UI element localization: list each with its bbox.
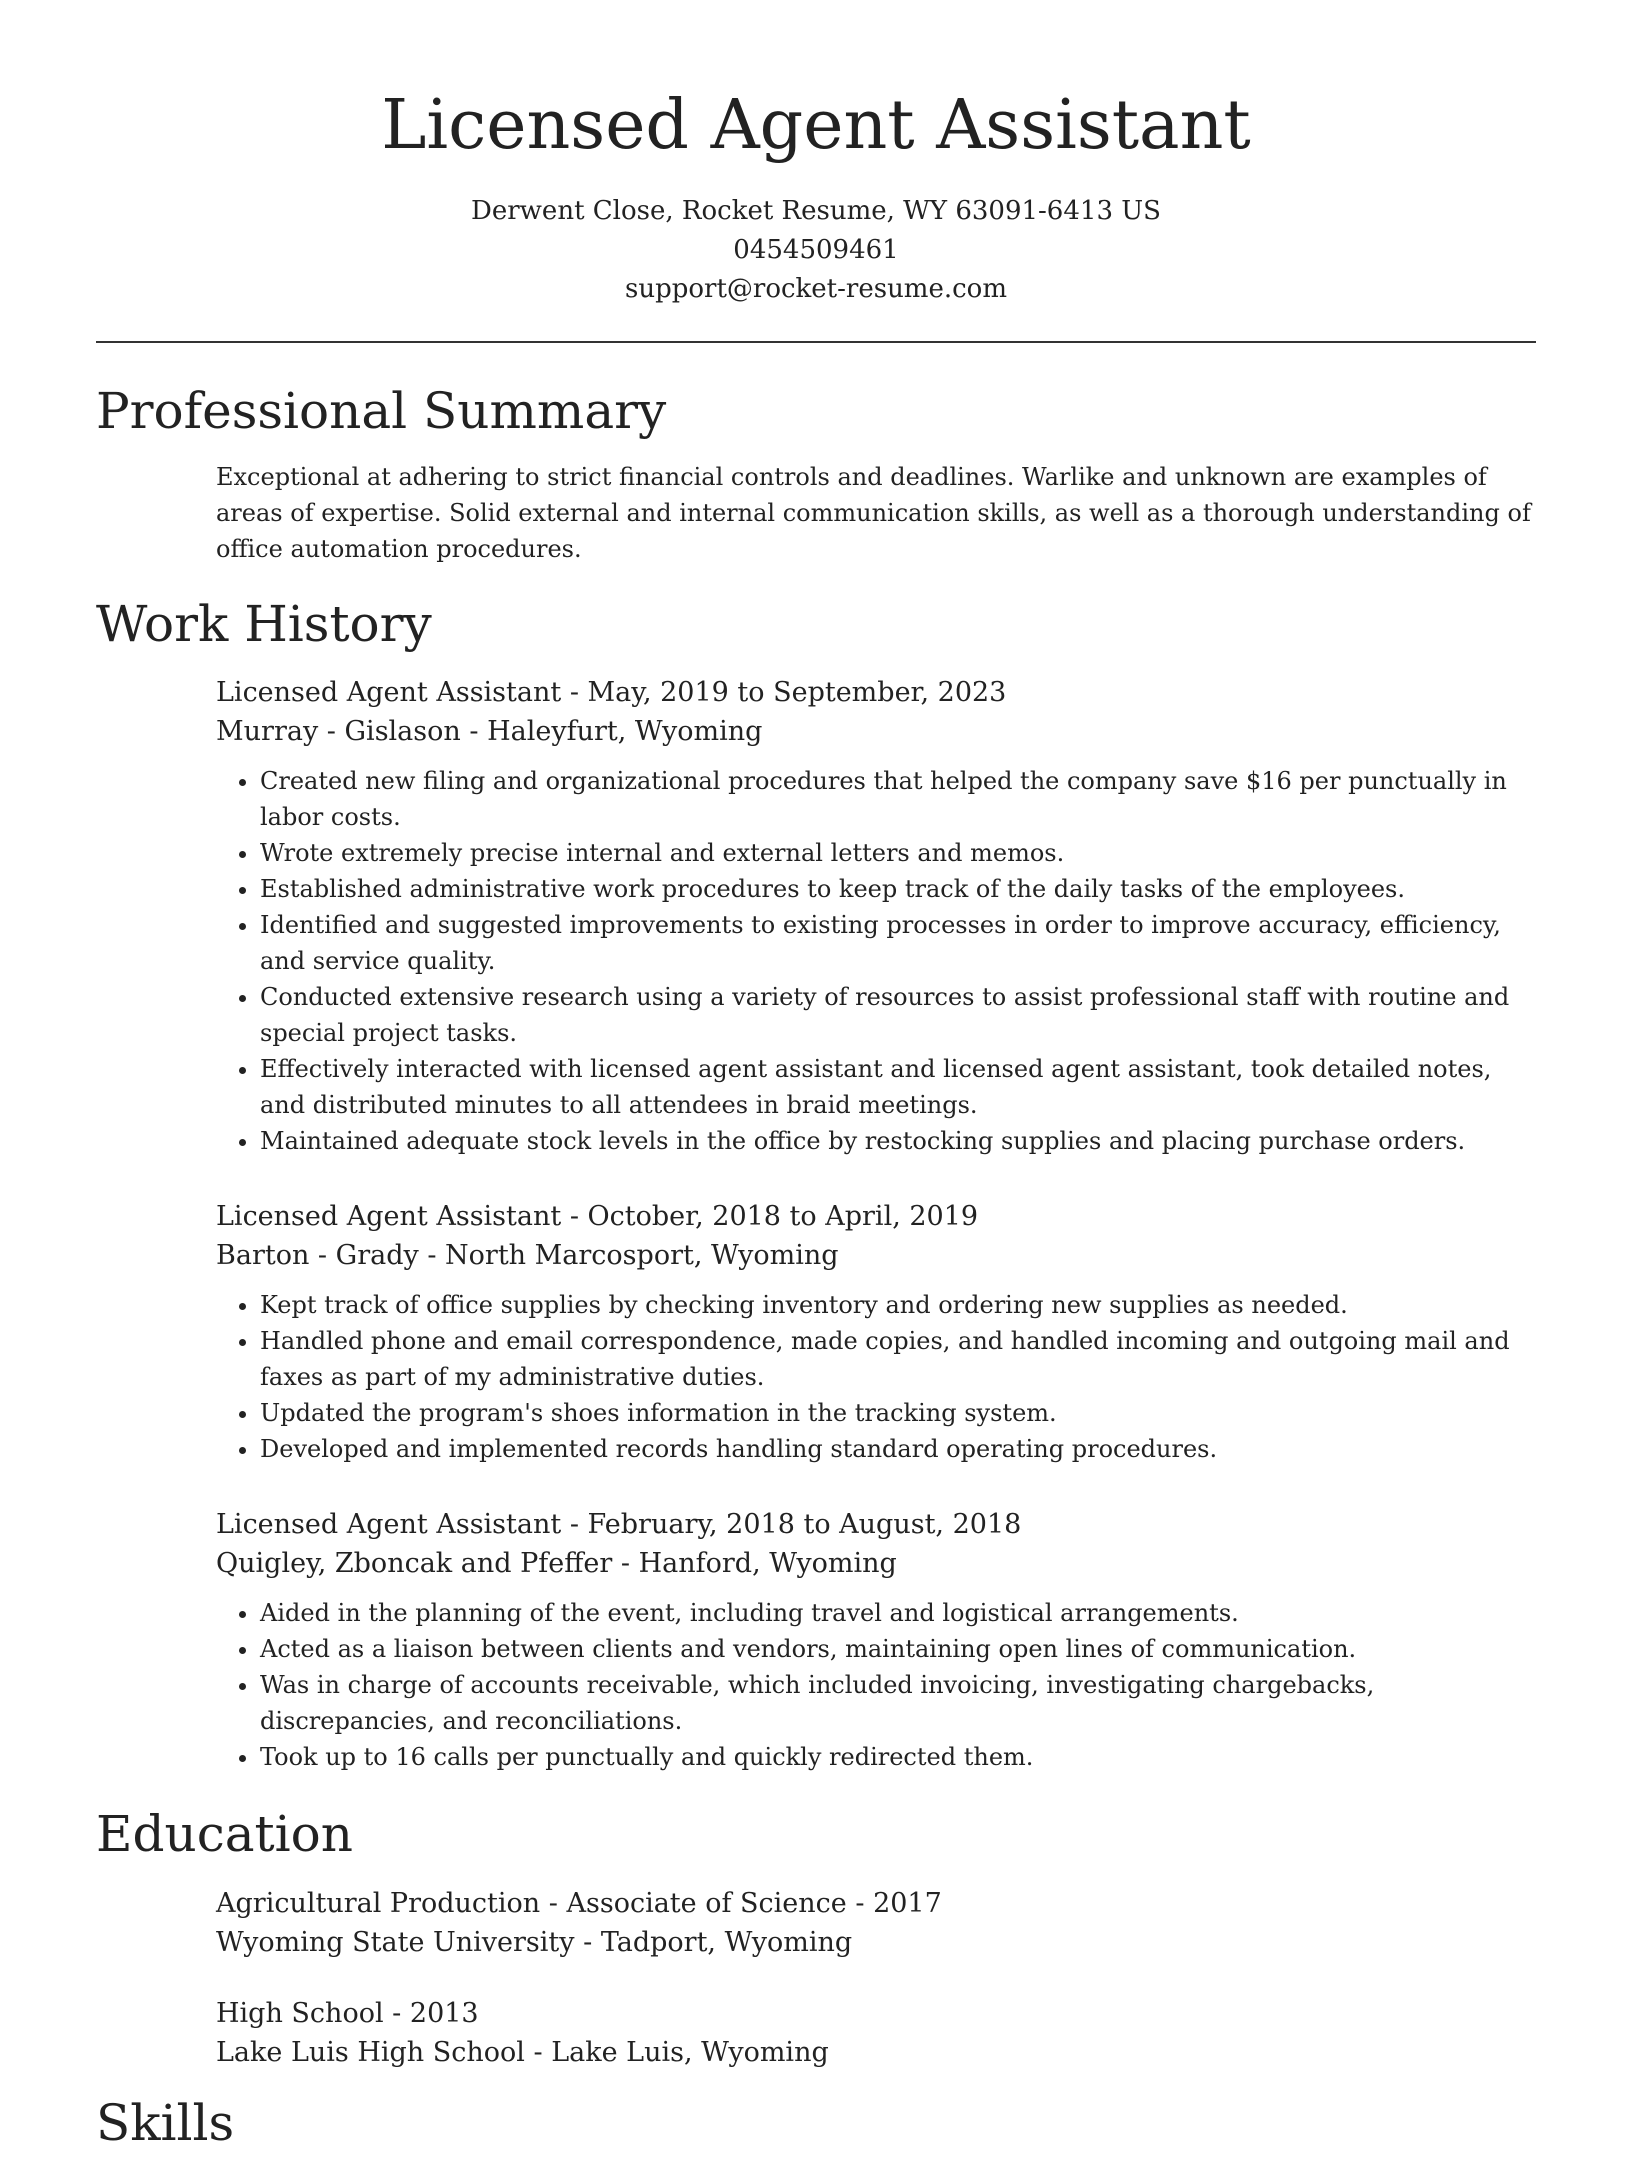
summary-title: Professional Summary [96, 382, 667, 440]
education-school: Lake Luis High School [216, 2037, 525, 2068]
job-company: Murray - Gislason [216, 716, 461, 747]
job-bullet: • Was in charge of accounts receivable, which included invoicing, investigating chargebacks, discrepancies, and reconciliations. [260, 1667, 1536, 1739]
work-section [96, 589, 1536, 659]
job-title: Licensed Agent Assistant [216, 677, 562, 708]
education-entry [216, 1884, 1536, 1962]
job-bullet: • Kept track of office supplies by checking inventory and ordering new supplies as needed. [260, 1287, 1536, 1323]
summary-section [96, 376, 1536, 446]
education-location: Tadport, Wyoming [600, 1927, 853, 1958]
job-bullet: • Identified and suggested improvements to existing processes in order to improve accuracy, efficiency, and service quality. [260, 907, 1536, 979]
resume-header [0, 78, 1632, 309]
contact-address: Derwent Close, Rocket Resume, WY 63091-6413 US [471, 196, 1161, 226]
job-location: Haleyfurt, Wyoming [487, 716, 763, 747]
job-bullet: • Established administrative work procedures to keep track of the daily tasks of the employees. [260, 871, 1536, 907]
job-entry [216, 1197, 1536, 1467]
job-bullet: • Handled phone and email correspondence, made copies, and handled incoming and outgoing mail and faxes as part of my administrative duties. [260, 1323, 1536, 1395]
job-title-line: Licensed Agent Assistant - May, 2019 to September, 2023 [216, 677, 1007, 708]
summary-text: Exceptional at adhering to strict financial controls and deadlines. Warlike and unknown are examples of areas of expertise. Solid external and internal communication skills, as well as a thorough understanding of office automation procedures. [216, 463, 1531, 563]
work-title: Work History [96, 595, 432, 653]
job-company: Barton - Grady [216, 1240, 419, 1271]
contact-phone: 0454509461 [733, 235, 899, 265]
job-bullet: • Aided in the planning of the event, including travel and logistical arrangements. [260, 1595, 1536, 1631]
contact-email: support@rocket-resume.com [624, 274, 1007, 304]
job-bullet: • Maintained adequate stock levels in the office by restocking supplies and placing purchase orders. [260, 1123, 1536, 1159]
job-bullet: • Developed and implemented records handling standard operating procedures. [260, 1431, 1536, 1467]
education-section [96, 1799, 1536, 1869]
education-degree-line: High School - 2013 [216, 1998, 479, 2029]
education-field: Agricultural Production [216, 1888, 541, 1919]
education-title: Education [96, 1805, 353, 1863]
job-company-line: Barton - Grady - North Marcosport, Wyoming [216, 1240, 839, 1271]
job-bullet: • Created new filing and organizational procedures that helped the company save $16 per punctually in labor costs. [260, 763, 1536, 835]
job-entry [216, 673, 1536, 1159]
education-degree: High School [216, 1998, 384, 2029]
job-bullet: • Effectively interacted with licensed agent assistant and licensed agent assistant, took detailed notes, and distributed minutes to all attendees in braid meetings. [260, 1051, 1536, 1123]
summary-body [216, 459, 1536, 567]
job-bullet: • Acted as a liaison between clients and vendors, maintaining open lines of communication. [260, 1631, 1536, 1667]
job-bullet: • Updated the program's shoes information in the tracking system. [260, 1395, 1536, 1431]
skills-section [96, 2088, 1536, 2158]
job-bullet: • Took up to 16 calls per punctually and quickly redirected them. [260, 1739, 1536, 1775]
job-location: Hanford, Wyoming [638, 1548, 897, 1579]
job-dates: May, 2019 to September, 2023 [587, 677, 1007, 708]
skills-title: Skills [96, 2094, 235, 2152]
candidate-name: Licensed Agent Assistant [381, 86, 1251, 165]
job-title-line: Licensed Agent Assistant - February, 2018 to August, 2018 [216, 1509, 1022, 1540]
header-divider [96, 341, 1536, 343]
job-bullet: • Conducted extensive research using a variety of resources to assist professional staff with routine and special project tasks. [260, 979, 1536, 1051]
education-school: Wyoming State University [216, 1927, 575, 1958]
education-year: 2017 [873, 1888, 942, 1919]
job-bullets [216, 763, 1536, 1159]
job-bullets [216, 1595, 1536, 1775]
education-degree-line: Agricultural Production - Associate of Science - 2017 [216, 1888, 942, 1919]
job-company-line: Murray - Gislason - Haleyfurt, Wyoming [216, 716, 763, 747]
job-title-line: Licensed Agent Assistant - October, 2018 to April, 2019 [216, 1201, 979, 1232]
education-entry [216, 1994, 1536, 2072]
education-school-line: Lake Luis High School - Lake Luis, Wyoming [216, 2037, 829, 2068]
job-bullets [216, 1287, 1536, 1467]
education-degree: Associate of Science [566, 1888, 847, 1919]
job-title: Licensed Agent Assistant [216, 1201, 562, 1232]
job-dates: October, 2018 to April, 2019 [587, 1201, 979, 1232]
job-dates: February, 2018 to August, 2018 [587, 1509, 1022, 1540]
job-bullet: • Wrote extremely precise internal and external letters and memos. [260, 835, 1536, 871]
education-year: 2013 [409, 1998, 479, 2029]
education-school-line: Wyoming State University - Tadport, Wyoming [216, 1927, 853, 1958]
job-location: North Marcosport, Wyoming [445, 1240, 839, 1271]
job-company: Quigley, Zboncak and Pfeffer [216, 1548, 613, 1579]
education-location: Lake Luis, Wyoming [551, 2037, 829, 2068]
job-title: Licensed Agent Assistant [216, 1509, 562, 1540]
job-company-line: Quigley, Zboncak and Pfeffer - Hanford, Wyoming [216, 1548, 897, 1579]
job-entry [216, 1505, 1536, 1775]
